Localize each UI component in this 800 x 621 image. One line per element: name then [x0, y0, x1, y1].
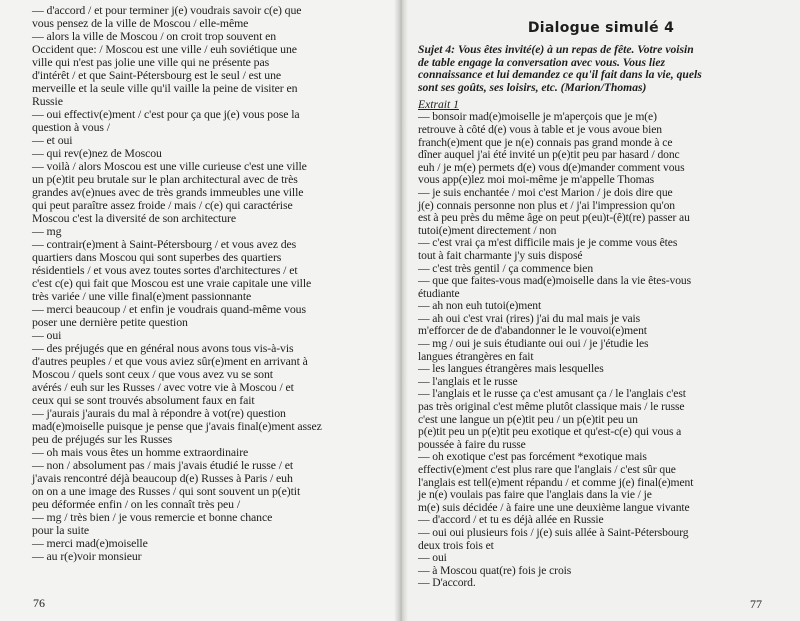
- text-line: pour la suite: [32, 523, 90, 537]
- text-line: très variée / une ville final(e)ment passionnante: [32, 289, 252, 303]
- text-line: Moscou c'est la diversité de son architecture: [32, 211, 236, 225]
- text-line: grandes av(e)nues avec de très grands immeubles une ville: [32, 185, 304, 199]
- text-line: avérés / euh sur les Russes / avec votre vie à Moscou / et: [32, 380, 294, 394]
- text-line: vous app(e)lez moi moi-même je m'appelle Thomas: [418, 173, 655, 187]
- text-line: c'est une langue un p(e)tit peu / un p(e)tit peu un: [418, 412, 638, 426]
- text-line: — oui effectiv(e)ment / c'est pour ça que j(e) vous pose la: [32, 107, 300, 121]
- text-line: — mg / oui je suis étudiante oui oui / je j'étudie les: [418, 337, 649, 351]
- text-line: — d'accord / et tu es déjà allée en Russie: [418, 513, 604, 527]
- text-line: langues étrangères en fait: [418, 349, 534, 363]
- text-line: — c'est très gentil / ça commence bien: [418, 261, 594, 275]
- text-line: — contrair(e)ment à Saint-Pétersbourg / et vous avez des: [32, 237, 297, 251]
- text-line: d'intérêt / et que Saint-Pétersbourg est le seul / est une: [32, 68, 282, 82]
- text-line: ville qui n'est pas jolie une ville qui ne présente pas: [32, 55, 270, 69]
- text-line: poussée à faire du russe: [418, 437, 526, 451]
- text-line: — oui oui plusieurs fois / j(e) suis allée à Saint-Pétersbourg: [418, 525, 689, 539]
- right-page: [400, 0, 800, 621]
- text-line: — des préjugés que en général nous avons tous vis-à-vis: [32, 341, 294, 355]
- text-line: — mg: [32, 224, 62, 238]
- page-number-left: 76: [33, 596, 45, 610]
- text-line: — bonsoir mad(e)moiselle je m'aperçois que je m(e): [418, 110, 657, 124]
- book-gutter: [394, 0, 408, 621]
- subject-line: de table engage la conversation avec vous. Vous liez: [418, 55, 665, 69]
- text-line: étudiante: [418, 286, 460, 300]
- text-line: franch(e)ment que je n(e) connais pas grand monde à ce: [418, 135, 673, 149]
- text-line: m'efforcer de de d'abandonner le le vouvoi(e)ment: [418, 324, 647, 338]
- text-line: — oh mais vous êtes un homme extraordinaire: [32, 445, 249, 459]
- text-line: — je suis enchantée / moi c'est Marion / je dois dire que: [418, 185, 673, 199]
- subject-line: sont ses goûts, ses loisirs, etc. (Marion/Thomas): [418, 80, 647, 94]
- text-line: Moscou / quels sont ceux / que vous avez vu se sont: [32, 367, 273, 381]
- text-line: deux trois fois et: [418, 538, 494, 552]
- text-line: peu déformée enfin / on les connaît très peu /: [32, 497, 240, 511]
- text-line: vous pensez de la ville de Moscou / elle-même: [32, 16, 249, 30]
- text-line: qui peut paraître assez froide / mais / c(e) qui caractérise: [32, 198, 293, 212]
- text-line: d'autres peuples / et que vous aviez sûr(e)ment en arrivant à: [32, 354, 308, 368]
- extract-label: Extrait 1: [418, 98, 459, 112]
- text-line: j'avais rencontré déjà beaucoup d(e) Russes à Paris / euh: [32, 471, 293, 485]
- text-line: un p(e)tit peu brutale sur le plan architectural avec de très: [32, 172, 298, 186]
- text-line: — l'anglais et le russe: [418, 374, 518, 388]
- text-line: — j'aurais j'aurais du mal à répondre à vot(re) question: [32, 406, 286, 420]
- left-page-text: [32, 4, 388, 563]
- text-line: Occident que: / Moscou est une ville / euh soviétique une: [32, 42, 297, 56]
- text-line: — d'accord / et pour terminer j(e) voudrais savoir c(e) que: [32, 3, 302, 17]
- text-line: poser une dernière petite question: [32, 315, 188, 329]
- text-line: — ah oui c'est vrai (rires) j'ai du mal mais je vais: [418, 311, 641, 325]
- text-line: — à Moscou quat(re) fois je crois: [418, 563, 572, 577]
- page-number-right: 77: [750, 597, 762, 611]
- text-line: — merci mad(e)moiselle: [32, 536, 148, 550]
- text-line: p(e)tit peu un p(e)tit peu exotique et qu'est-c(e) qui vous a: [418, 425, 682, 439]
- text-line: retrouve à côté d(e) vous à table et je vous avoue bien: [418, 122, 662, 136]
- text-line: je n(e) voulais pas faire que l'anglais dans la vie / je: [418, 488, 652, 502]
- text-line: — alors la ville de Moscou / on croit trop souvent en: [32, 29, 277, 43]
- text-line: question à vous /: [32, 120, 110, 134]
- dialogue-title: Dialogue simulé 4: [527, 20, 675, 36]
- text-line: dîner auquel j'ai été invité un p(e)tit peu par hasard / donc: [418, 148, 680, 162]
- text-line: m(e) suis décidée / à faire une une deuxième langue vivante: [418, 500, 690, 514]
- text-line: pas très original c'est même plutôt classique mais / le russe: [418, 400, 685, 414]
- text-line: effectiv(e)ment c'est plus rare que l'anglais / c'est sûr que: [418, 463, 676, 476]
- text-line: — c'est vrai ça m'est difficile mais je je comme vous êtes: [418, 236, 678, 250]
- text-line: — merci beaucoup / et enfin je voudrais quand-même vous: [32, 302, 306, 316]
- text-line: — l'anglais et le russe ça c'est amusant ça / le l'anglais c'est: [418, 387, 686, 401]
- text-line: est à peu près du même âge on peut p(eu)t-(ê)t(re) passer au: [418, 211, 690, 225]
- text-line: j(e) connais personne non plus et / j'ai l'impression qu'on: [418, 198, 675, 212]
- text-line: — oui: [418, 551, 447, 565]
- right-page-text: [418, 111, 784, 590]
- text-line: mad(e)moiselle puisque je pense que j'avais final(e)ment assez: [32, 419, 322, 433]
- text-line: — voilà / alors Moscou est une ville curieuse c'est une ville: [32, 159, 307, 173]
- text-line: ceux qui se sont trouvés absolument faux en fait: [32, 393, 255, 407]
- text-line: résidentiels / et vous avez toutes sortes d'architectures / et: [32, 263, 298, 277]
- text-line: — oui: [32, 328, 62, 342]
- text-line: on on a une image des Russes / qui sont souvent un p(e)tit: [32, 484, 301, 498]
- text-line: — ah non euh tutoi(e)ment: [418, 299, 542, 313]
- text-line: peu de préjugés sur les Russes: [32, 432, 173, 446]
- text-line: — qui rev(e)nez de Moscou: [32, 146, 162, 160]
- text-line: l'anglais est tell(e)ment répandu / et comme j(e) final(e)ment: [418, 475, 694, 489]
- text-line: — oh exotique c'est pas forcément *exotique mais: [418, 450, 647, 464]
- text-line: tutoi(e)ment directement / non: [418, 223, 557, 237]
- text-line: — et oui: [32, 133, 73, 147]
- text-line: c'est c(e) qui fait que Moscou est une vraie capitale une ville: [32, 276, 312, 290]
- text-line: — non / absolument pas / mais j'avais étudié le russe / et: [32, 458, 294, 472]
- text-line: Russie: [32, 94, 63, 108]
- text-line: — les langues étrangères mais lesquelles: [418, 362, 604, 376]
- text-line: merveille et la seule ville qu'il vaille la peine de visiter en: [32, 81, 298, 95]
- subject-prompt: [418, 44, 784, 94]
- text-line: — que que faites-vous mad(e)moiselle dans la vie êtes-vous: [418, 274, 692, 288]
- text-line: tout à fait charmante j'y suis disposé: [418, 248, 583, 262]
- text-line: quartiers dans Moscou qui sont superbes des quartiers: [32, 250, 282, 264]
- subject-line: Sujet 4: Vous êtes invité(e) à un repas de fête. Votre voisin: [418, 43, 694, 56]
- text-line: — D'accord.: [418, 576, 476, 590]
- text-line: — mg / très bien / je vous remercie et bonne chance: [32, 510, 273, 524]
- text-line: euh / je m(e) permets d(e) vous d(e)mander comment vous: [418, 160, 685, 174]
- text-line: — au r(e)voir monsieur: [32, 549, 142, 563]
- subject-line: connaissance et lui demandez ce qu'il fait dans la vie, quels: [418, 68, 702, 82]
